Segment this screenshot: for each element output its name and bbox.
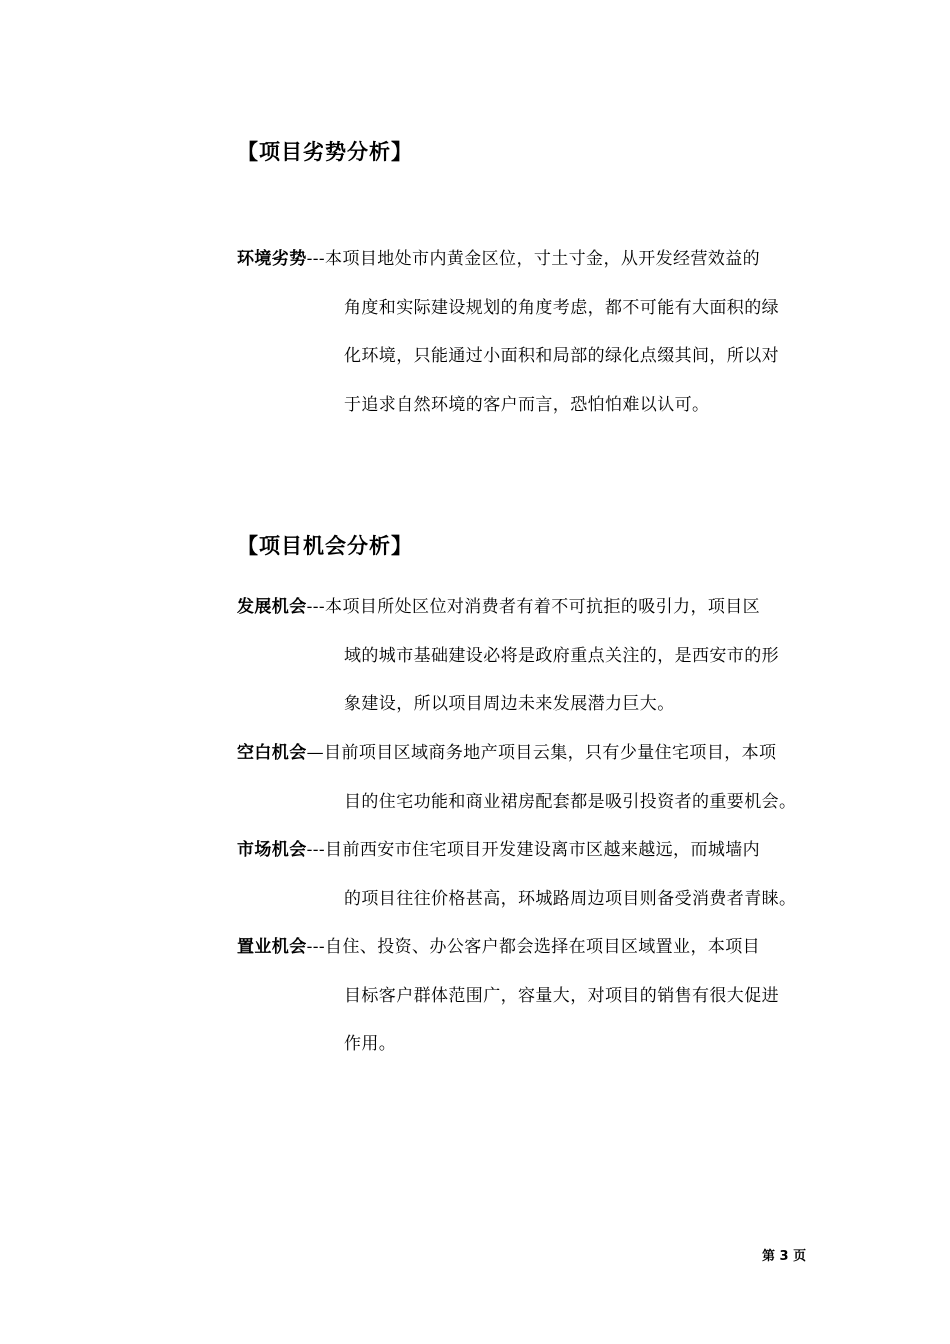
entry-text-line: 角度和实际建设规划的角度考虑，都不可能有大面积的绿 xyxy=(344,297,779,318)
entry-text-line: 目标客户群体范围广，容量大，对项目的销售有很大促进 xyxy=(344,985,779,1006)
entry-text: 本项目地处市内黄金区位，寸土寸金，从开发经营效益的 xyxy=(325,249,761,269)
entry-separator: --- xyxy=(306,597,326,617)
page-number: 第 3 页 xyxy=(762,1249,807,1264)
entry-term: 空白机会 xyxy=(237,743,307,763)
entry-first-line xyxy=(237,583,837,632)
entry-term: 置业机会 xyxy=(237,937,307,957)
entry-first-line xyxy=(237,729,837,778)
entry-separator: --- xyxy=(306,840,326,860)
entry-text-line: 目的住宅功能和商业裙房配套都是吸引投资者的重要机会。 xyxy=(344,791,797,812)
entry-term: 发展机会 xyxy=(237,597,307,617)
entry-text: 目前西安市住宅项目开发建设离市区越来越远，而城墙内 xyxy=(325,840,761,860)
entry-first-line xyxy=(237,923,837,972)
entry-first-line xyxy=(237,235,837,284)
entry-text-line: 象建设，所以项目周边未来发展潜力巨大。 xyxy=(344,694,675,714)
entry-separator: — xyxy=(306,743,325,763)
entry-text: 自住、投资、办公客户都会选择在项目区域置业，本项目 xyxy=(325,937,761,957)
entry-purchase-opportunity xyxy=(237,923,837,1069)
section-heading-opportunity: 【项目机会分析】 xyxy=(237,534,413,558)
entry-term: 市场机会 xyxy=(237,840,307,860)
entry-text-line: 的项目往往价格甚高，环城路周边项目则备受消费者青睐。 xyxy=(344,888,797,909)
entry-separator: --- xyxy=(306,249,326,269)
entry-text: 目前项目区域商务地产项目云集，只有少量住宅项目，本项 xyxy=(324,743,777,763)
entry-separator: --- xyxy=(306,937,326,957)
section-heading-weakness: 【项目劣势分析】 xyxy=(237,140,413,164)
entry-gap-opportunity xyxy=(237,729,837,826)
entry-text-line: 域的城市基础建设必将是政府重点关注的，是西安市的形 xyxy=(344,645,779,666)
entry-text-line: 化环境，只能通过小面积和局部的绿化点缀其间，所以对 xyxy=(344,346,779,366)
entry-text-line: 作用。 xyxy=(344,1034,397,1054)
entry-market-opportunity xyxy=(237,826,837,923)
entry-text-line: 于追求自然环境的客户而言，恐怕怕难以认可。 xyxy=(344,394,710,415)
entry-term: 环境劣势 xyxy=(237,249,307,269)
entry-text: 本项目所处区位对消费者有着不可抗拒的吸引力，项目区 xyxy=(325,597,761,617)
entry-environment-weakness xyxy=(237,235,837,429)
entry-development-opportunity xyxy=(237,583,837,729)
entry-first-line xyxy=(237,826,837,875)
